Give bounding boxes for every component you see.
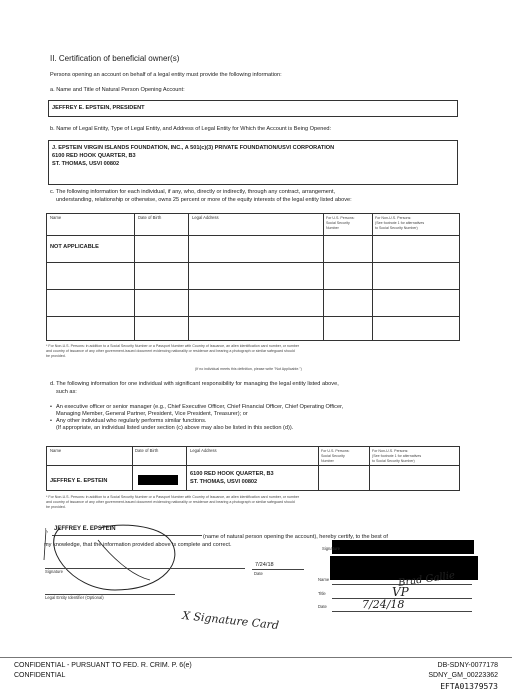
right-signature-label: Signature xyxy=(322,546,340,551)
right-date-label: Date xyxy=(318,604,327,609)
part-c-header-dob: Date of Birth xyxy=(138,215,162,220)
right-name-label: Name xyxy=(318,577,330,582)
part-a-label: a. Name and Title of Natural Person Opening Account: xyxy=(50,87,185,93)
part-d-row-address1: 6100 RED HOOK QUARTER, B3 xyxy=(190,471,274,477)
footer-confidential-1: CONFIDENTIAL - PURSUANT TO FED. R. CRIM. P. 6(e) xyxy=(14,662,192,669)
bullet-2: • xyxy=(50,418,52,424)
part-d-footnote-1: * For Non-U.S. Persons: in addition to a Social Security Number or a Passport Number with Country of Issuance, an alien identification card number, or number xyxy=(46,495,300,499)
footer-confidential-2: CONFIDENTIAL xyxy=(14,672,66,679)
part-d-label-line2: such as: xyxy=(56,389,77,395)
part-d-header-address: Legal Address xyxy=(190,448,217,453)
part-b-line3: ST. THOMAS, USVI 00802 xyxy=(52,161,120,167)
cert-line2: my knowledge, that the information provided above is complete and correct. xyxy=(44,542,232,548)
handwritten-note: X Signature Card xyxy=(181,608,280,633)
part-c-footnote-1: * For Non-U.S. Persons: in addition to a Social Security Number or a Passport Number with Country of Issuance, an alien identification card number, or number xyxy=(46,344,300,348)
part-d-label-line1: d. The following information for one individual with significant responsibility for managing the legal entity listed above, xyxy=(50,381,339,387)
part-d-footnote-2: and country of issuance of any other government-issued document evidencing nationality or residence and bearing a photograph or similar safeguard should xyxy=(46,500,295,504)
part-d-header-ssn-2: Social Security xyxy=(321,454,345,458)
right-title-label: Title xyxy=(318,591,326,596)
section-title: II. Certification of beneficial owner(s) xyxy=(50,54,180,63)
part-d-header-nonus-3: to Social Security Number) xyxy=(372,459,415,463)
part-c-footnote-3: be provided. xyxy=(46,354,66,358)
right-date-line xyxy=(332,611,472,612)
part-c-label-line2: understanding, relationship or otherwise, owns 25 percent or more of the equity interests of the legal entity listed above: xyxy=(56,197,352,203)
redaction-block xyxy=(332,540,474,554)
tax-id-label: Legal Entity Identifier (Optional) xyxy=(45,595,104,600)
part-c-note: (If no individual meets this definition, please write "Not Applicable.") xyxy=(195,367,302,371)
part-d-footnote-3: be provided. xyxy=(46,505,66,509)
right-title-handwritten: VP xyxy=(392,585,409,599)
part-d-header-nonus-1: For Non-U.S. Persons: xyxy=(372,449,409,453)
part-d-header-dob: Date of Birth xyxy=(135,448,159,453)
part-a-value: JEFFREY E. EPSTEIN, PRESIDENT xyxy=(52,105,145,111)
part-c-footnote-2: and country of issuance of any other government-issued document evidencing nationality or residence and bearing a photograph or similar safeguard should xyxy=(46,349,295,353)
cert-line1-end: (name of natural person opening the account), hereby certify, to the best of xyxy=(203,534,388,540)
signature-label: Signature xyxy=(45,569,63,574)
part-c-header-nonus-2: (See footnote 1 for alternatives xyxy=(375,221,425,225)
part-d-header-nonus-2: (See footnote 1 for alternatives xyxy=(372,454,422,458)
part-d-bullet2-line1: Any other individual who regularly performs similar functions. xyxy=(56,418,207,424)
part-c-header-nonus-3: to Social Security Number) xyxy=(375,226,418,230)
part-b-line2: 6100 RED HOOK QUARTER, B3 xyxy=(52,153,136,159)
part-d-header-name: Name xyxy=(50,448,62,453)
part-c-header-address: Legal Address xyxy=(192,215,219,220)
cert-date-value: 7/24/18 xyxy=(255,562,274,568)
part-d-header-ssn-3: Number xyxy=(321,459,334,463)
part-c-first-row-name: NOT APPLICABLE xyxy=(50,244,99,250)
right-name-handwritten: Brad Gallie xyxy=(397,570,456,589)
part-c-header-nonus-1: For Non-U.S. Persons: xyxy=(375,216,412,220)
part-d-bullet1-line1: An executive officer or senior manager (e.g., Chief Executive Officer, Chief Financial Officer, Chief Operating Officer, xyxy=(56,404,344,410)
intro-text: Persons opening an account on behalf of a legal entity must provide the following information: xyxy=(50,72,282,78)
date-label: Date xyxy=(254,571,263,576)
footer-bates-3: EFTA01379573 xyxy=(440,682,498,691)
part-c-label-line1: c. The following information for each individual, if any, who, directly or indirectly, through any contract, arrangement, xyxy=(50,189,336,195)
tax-id-line xyxy=(45,594,175,595)
part-d-bullet2-line2: (If appropriate, an individual listed under section (c) above may also be listed in this section (d)). xyxy=(56,425,294,431)
footer-rule xyxy=(0,657,512,658)
date-line xyxy=(252,569,304,570)
part-d-header-ssn-1: For U.S. Persons: xyxy=(321,449,350,453)
cert-name-filled: JEFFREY E. EPSTEIN xyxy=(54,526,116,532)
footer-bates-2: SDNY_GM_00223362 xyxy=(428,672,498,679)
part-d-bullet1-line2: Managing Member, General Partner, President, Vice President, Treasurer); or xyxy=(56,411,248,417)
part-b-line1: J. EPSTEIN VIRGIN ISLANDS FOUNDATION, INC., A 501(c)(3) PRIVATE FOUNDATION/USVI CORPORATION xyxy=(52,145,335,151)
part-d-row-address2: ST. THOMAS, USVI 00802 xyxy=(190,479,258,485)
part-d-row-name: JEFFREY E. EPSTEIN xyxy=(50,478,108,484)
part-c-header-ssn-2: Social Security xyxy=(326,221,350,225)
cert-line1-start: I, xyxy=(45,528,49,534)
part-b-label: b. Name of Legal Entity, Type of Legal Entity, and Address of Legal Entity for Which the Account is Being Opened: xyxy=(50,126,332,132)
part-c-header-ssn-3: Number xyxy=(326,226,339,230)
footer-bates-1: DB-SDNY-0077178 xyxy=(437,662,498,669)
right-date-handwritten: 7/24/18 xyxy=(362,598,405,611)
part-c-header-name: Name xyxy=(50,215,62,220)
part-c-header-ssn-1: For U.S. Persons: xyxy=(326,216,355,220)
bullet-1: • xyxy=(50,404,52,410)
signature-line xyxy=(45,568,245,569)
